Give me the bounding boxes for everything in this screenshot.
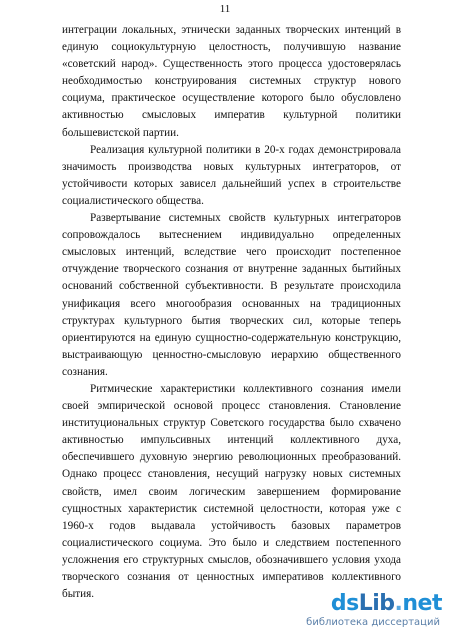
logo-dot: .	[394, 591, 403, 616]
paragraph-3: Развертывание системных свойств культурных интеграторов сопровождалось вытеснением индивидуально определенных смысловых интенций, вследствие чего происходит постепенное отчуждение творческого сознания от внутренне заданных бытийных оснований собственной субъективности. В результате происходила унификация всего многообразия основанных на традиционных структурах культурного бытия творческих сил, которые теперь ориентируются на единую сущностно-содержательную конструкцию, выстраивающую ценностно-смысловую иерархию общественного сознания.	[62, 212, 401, 378]
paragraph-1: интеграции локальных, этнически заданных творческих интенций в единую социокультурную целостность, получившую название «советский народ». Существенность этого процесса удостоверялась необходимостью конструирования системных структур нового социума, практическое осуществление которого было обусловлено активностью смысловых императив культурной политики большевистской партии.	[62, 24, 401, 139]
logo-lib: Lib	[358, 591, 395, 616]
body-text	[62, 22, 401, 603]
dslib-logo	[331, 592, 442, 616]
paragraph-2: Реализация культурной политики в 20-х годах демонстрировала значимость производства новых культурных интеграторов, от устойчивости которых зависел дальнейший успех в строительстве социалистического общества.	[62, 143, 401, 207]
dslib-watermark	[292, 592, 442, 632]
paragraph-4: Ритмические характеристики коллективного сознания имели своей эмпирической основой процесс становления. Становление институциональных структур Советского государства было схвачено активностью импульсивных интенций коллективного духа, обеспечившего духовную энергию революционных преобразований. Однако процесс становления, несущий нагрузку новых системных свойств, имел своим логическим завершением формирование сущностных характеристик системной целостности, которая уже с 1960-х годов выдавала устойчивость базовых параметров социалистического социума. Это было и следствием постепенного усложнения его структурных смыслов, обозначившего условия ухода творческого сознания от ценностных императивов коллективного бытия.	[62, 382, 401, 601]
page-number: 11	[219, 3, 231, 15]
logo-net: net	[402, 591, 442, 616]
logo-ds: ds	[330, 591, 359, 616]
watermark-tagline: библиотека диссертаций	[306, 617, 440, 628]
